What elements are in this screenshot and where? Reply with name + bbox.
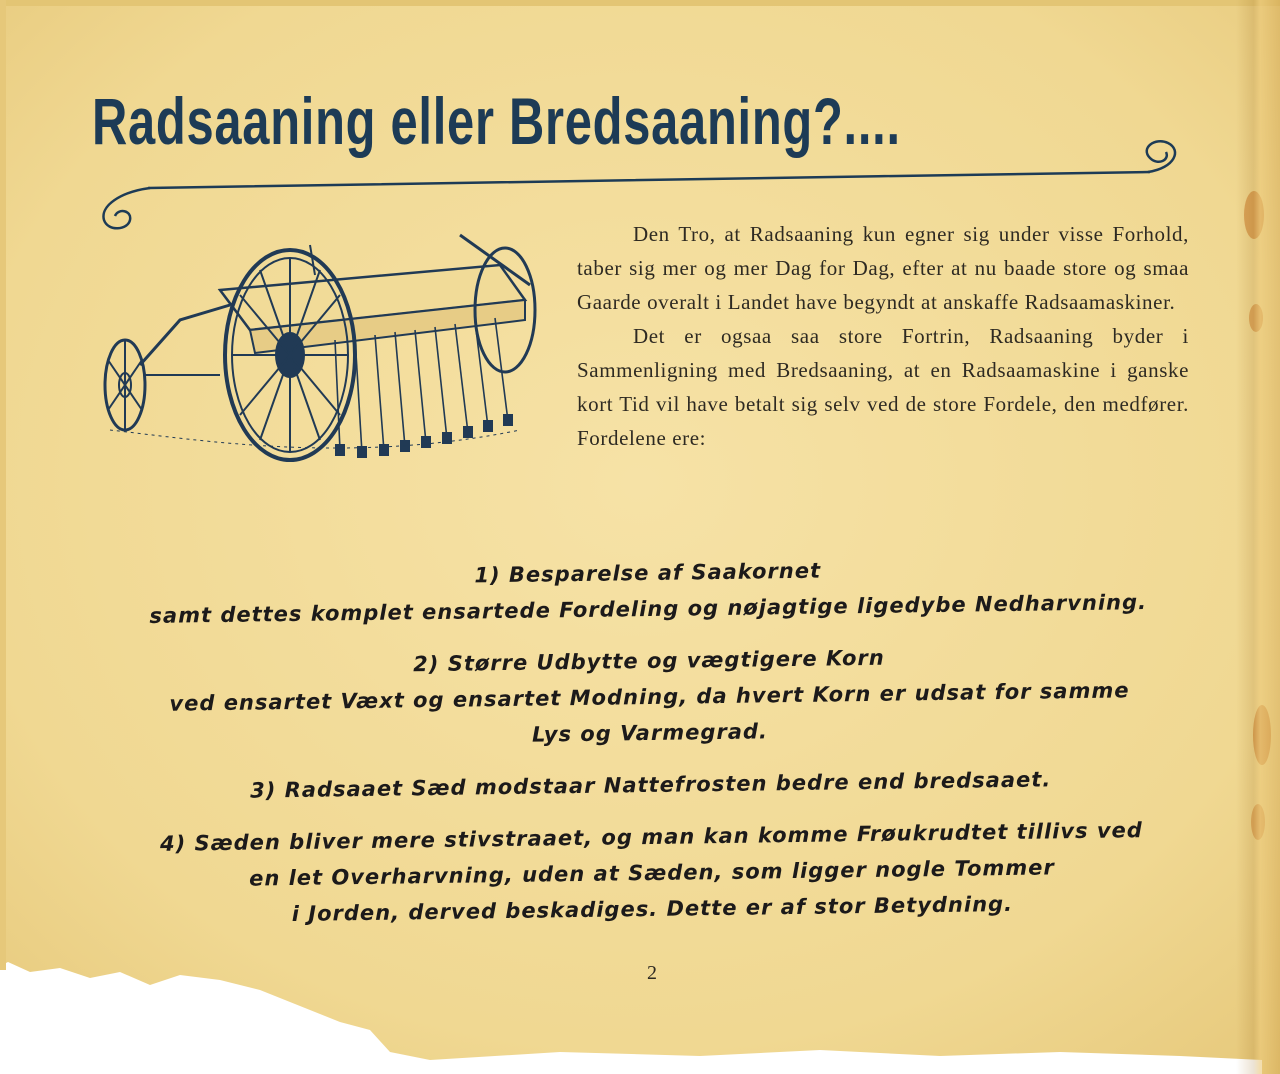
list-item xyxy=(103,759,1198,810)
point-heading: 2) Større Udbytte og vægtigere Korn xyxy=(413,645,885,677)
page-title: Radsaaning eller Bredsaaning?.... xyxy=(92,84,901,158)
list-item xyxy=(101,635,1197,758)
page-number: 2 xyxy=(647,962,657,984)
point-line: ved ensartet Væxt og ensartet Modning, da hvert Korn er udsat for samme xyxy=(169,678,1130,716)
intro-text xyxy=(577,217,1189,455)
point-heading: 3) Radsaaet Sæd modstaar Nattefrosten bedre end bredsaaet. xyxy=(249,767,1052,803)
list-item xyxy=(104,811,1200,934)
intro-paragraph-2: Det er ogsaa saa store Fortrin, Radsaaning byder i Sammenligning med Bredsaaning, at en Radsaamaskine i ganske kort Tid vil have betalt sig selv ved de store Fordele, den medfører. Fordelene ere: xyxy=(577,324,1189,450)
intro-paragraph-1: Den Tro, at Radsaaning kun egner sig under visse Forhold, taber sig mer og mer Dag for Dag, efter at nu baade store og smaa Gaarde overalt i Landet have begyndt at anskaffe Radsaamaskiner. xyxy=(577,222,1189,314)
point-heading: 4) Sæden bliver mere stivstraaet, og man kan komme Frøukrudtet tillivs ved xyxy=(159,818,1144,856)
point-line: Lys og Varmegrad. xyxy=(531,719,769,747)
seed-drill-icon xyxy=(100,225,550,475)
list-item xyxy=(100,547,1196,634)
point-line: i Jorden, derved beskadiges. Dette er af stor Betydning. xyxy=(291,891,1014,927)
point-line: en let Overharvning, uden at Sæden, som ligger nogle Tommer xyxy=(248,855,1055,891)
point-line: samt dettes komplet ensartede Fordeling og nøjagtige ligedybe Nedharvning. xyxy=(149,590,1148,628)
advantages-list xyxy=(100,547,1200,950)
point-heading: 1) Besparelse af Saakornet xyxy=(474,558,822,588)
